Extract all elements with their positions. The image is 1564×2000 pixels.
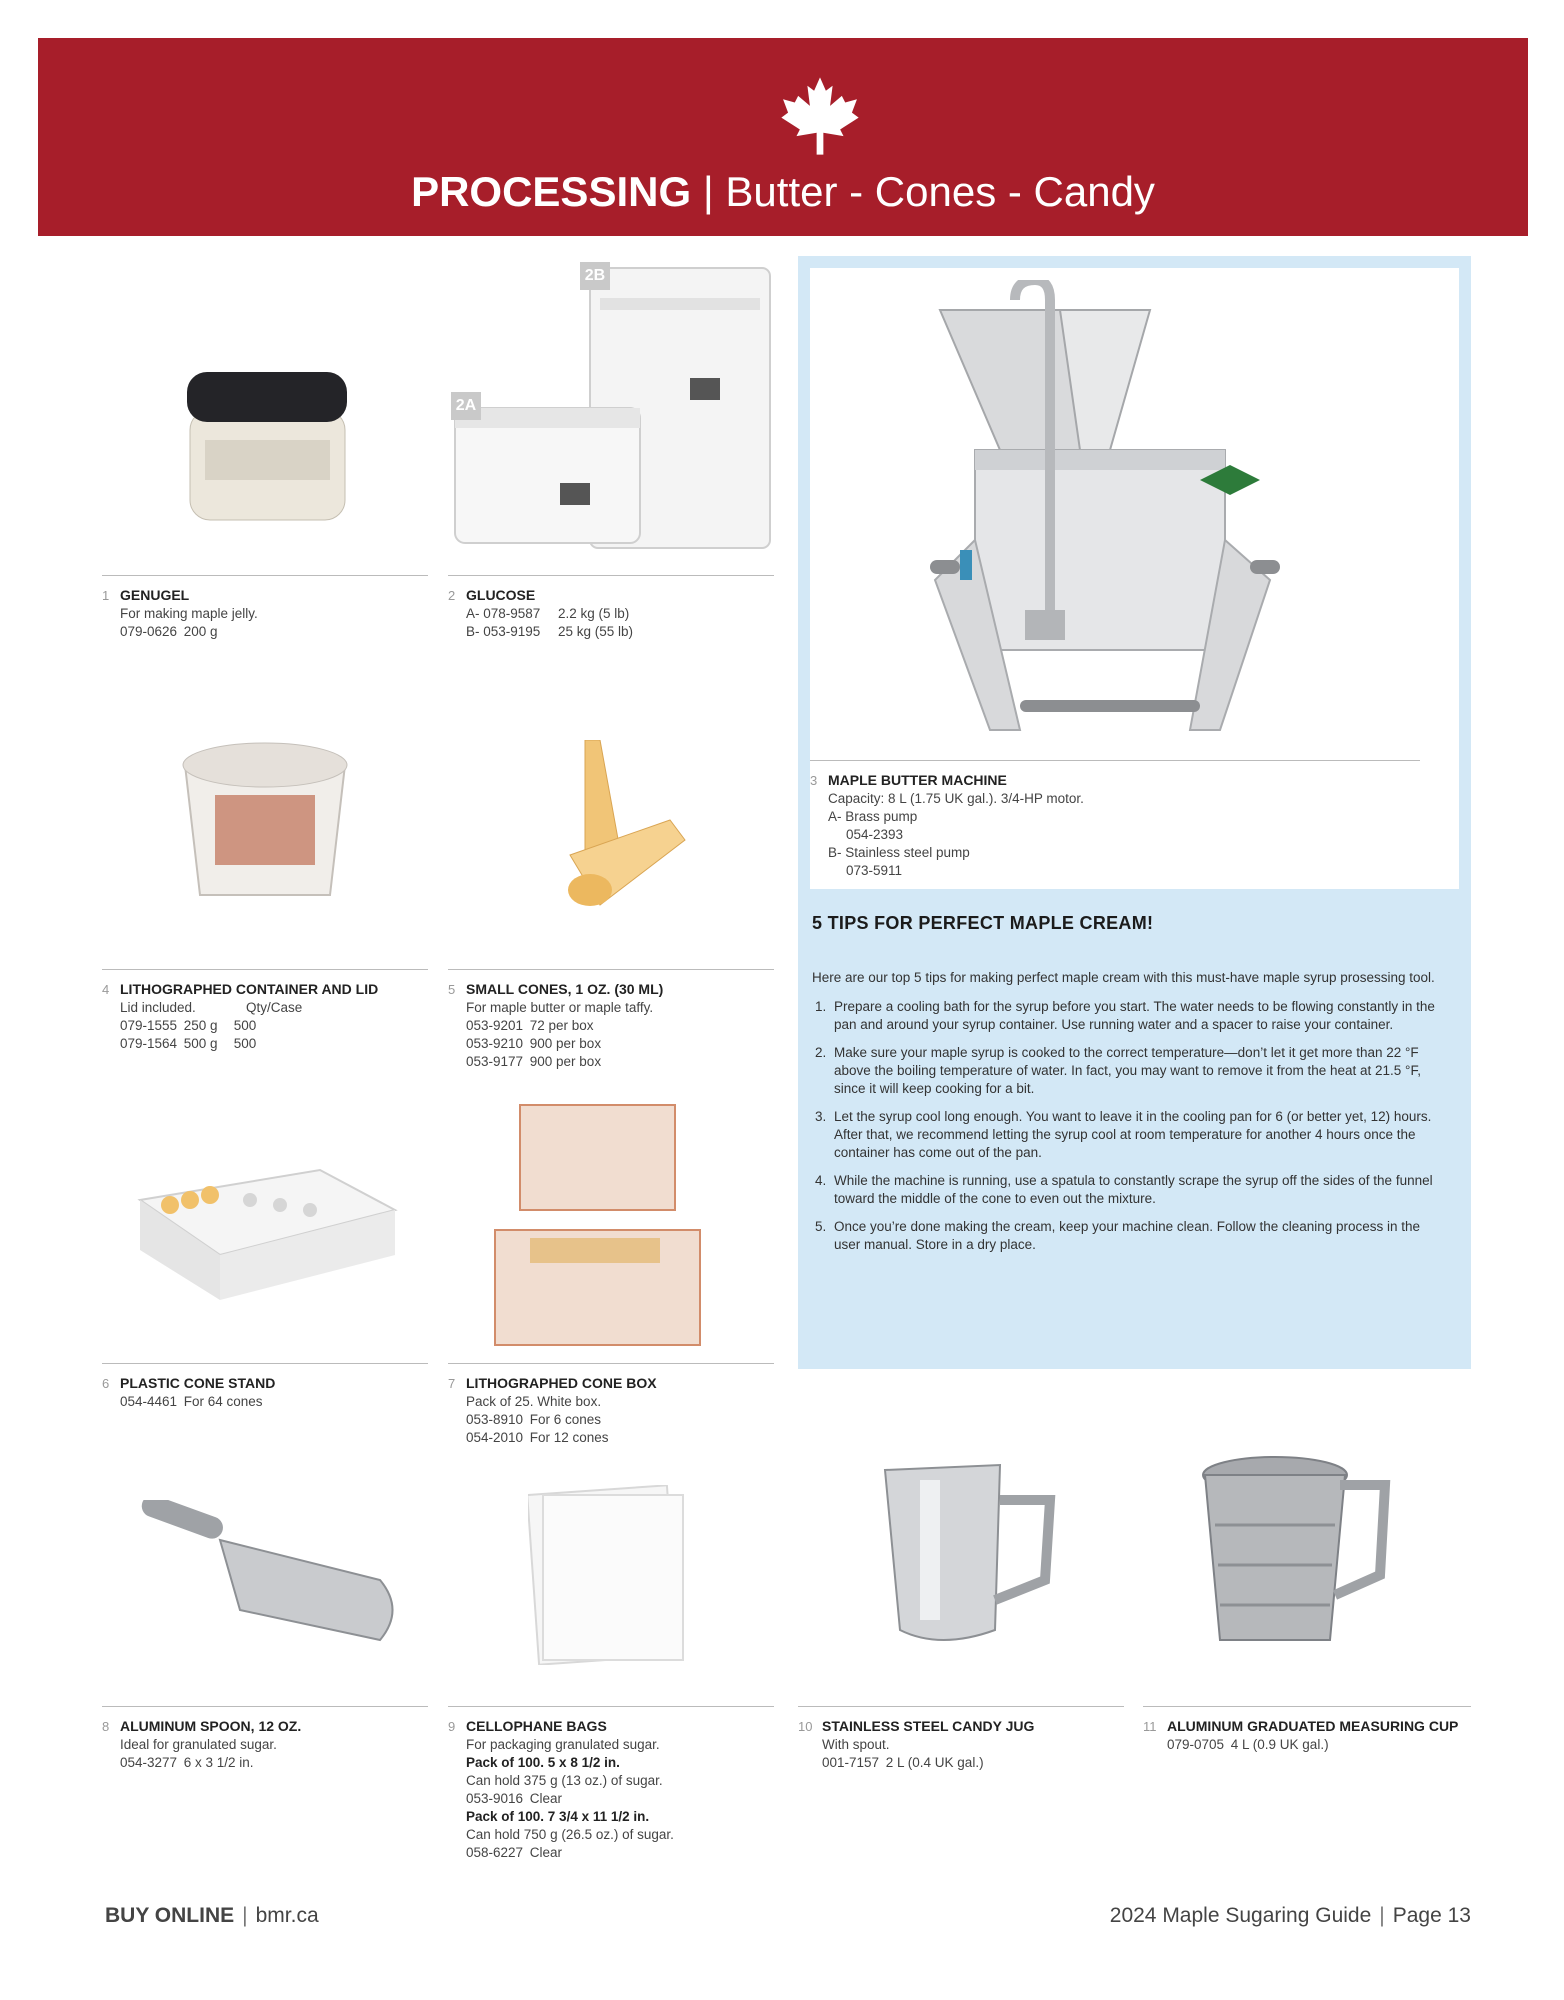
- measuring-cup-image: [1200, 1455, 1395, 1655]
- website-link[interactable]: bmr.ca: [255, 1904, 319, 1927]
- divider: [810, 760, 1420, 761]
- tips-heading: 5 TIPS FOR PERFECT MAPLE CREAM!: [812, 913, 1154, 933]
- divider: [102, 1363, 428, 1364]
- product-plastic-cone-stand: 6 PLASTIC CONE STAND 054-4461 For 64 cones: [102, 1363, 428, 1411]
- tip-item: 4. While the machine is running, use a spatula to constantly scrape the syrup off the sides of the funnel toward the middle of the cone to even out the mixture.: [830, 1172, 1450, 1208]
- product-candy-jug: 10 STAINLESS STEEL CANDY JUG With spout. 001-7157 2 L (0.4 UK gal.): [798, 1706, 1124, 1772]
- header-banner: [38, 38, 1528, 236]
- footer-buy-online: BUY ONLINE | bmr.ca: [105, 1904, 319, 1927]
- product-lithographed-container: 4 LITHOGRAPHED CONTAINER AND LID Lid included. Qty/Case 079-1555 250 g 500 079-1564 500 g 500: [102, 969, 428, 1053]
- product-maple-butter-machine: 3 MAPLE BUTTER MACHINE Capacity: 8 L (1.75 UK gal.). 3/4-HP motor. A- Brass pump 054-2393 B- Stainless steel pump 073-5911: [798, 760, 1420, 880]
- divider: [448, 969, 774, 970]
- tips-intro: Here are our top 5 tips for making perfect maple cream with this must-have maple syrup prosessing tool.: [812, 970, 1435, 985]
- aluminum-spoon-image: [140, 1500, 405, 1650]
- divider: [102, 969, 428, 970]
- stainless-steel-jug-image: [880, 1460, 1060, 1650]
- lithographed-container-image: [180, 740, 350, 905]
- glucose-pails-image: [450, 258, 780, 558]
- cellophane-bags-image: [528, 1485, 688, 1665]
- lithographed-cone-box-image: [490, 1100, 710, 1350]
- divider: [448, 575, 774, 576]
- divider: [448, 1706, 774, 1707]
- product-lithographed-cone-box: 7 LITHOGRAPHED CONE BOX Pack of 25. White box. 053-8910 For 6 cones 054-2010 For 12 cones: [448, 1363, 774, 1447]
- genugel-jar-image: [185, 370, 350, 530]
- divider: [798, 1706, 1124, 1707]
- product-cellophane-bags: 9 CELLOPHANE BAGS For packaging granulated sugar. Pack of 100. 5 x 8 1/2 in. Can hold 375 g (13 oz.) of sugar. 053-9016 Clear Pack of 100. 7 3/4 x 11 1/2 in. Can hold 750 g (26.5 oz.) of sugar. 058-6227 Clear: [448, 1706, 774, 1862]
- divider: [102, 575, 428, 576]
- footer-page-info: 2024 Maple Sugaring Guide | Page 13: [1109, 1904, 1471, 1927]
- product-measuring-cup: 11 ALUMINUM GRADUATED MEASURING CUP 079-0705 4 L (0.9 UK gal.): [1143, 1706, 1471, 1754]
- maple-leaf-icon: [778, 74, 862, 158]
- divider: [1143, 1706, 1471, 1707]
- product-small-cones: 5 SMALL CONES, 1 OZ. (30 ML) For maple butter or maple taffy. 053-9201 72 per box 053-9210 900 per box 053-9177 900 per box: [448, 969, 774, 1071]
- tip-item: 5. Once you’re done making the cream, keep your machine clean. Follow the cleaning process in the user manual. Store in a dry place.: [830, 1218, 1450, 1254]
- product-glucose: 2 GLUCOSE A- 078-9587 2.2 kg (5 lb) B- 053-9195 25 kg (55 lb): [448, 575, 774, 641]
- page-title: PROCESSING | Butter - Cones - Candy: [411, 168, 1155, 215]
- small-cones-image: [560, 740, 695, 915]
- tip-item: 1. Prepare a cooling bath for the syrup before you start. The water needs to be flowing constantly in the pan and around your syrup container. Use running water and a spacer to raise your container.: [830, 998, 1450, 1034]
- maple-butter-machine-image: [930, 280, 1330, 750]
- product-aluminum-spoon: 8 ALUMINUM SPOON, 12 OZ. Ideal for granulated sugar. 054-3277 6 x 3 1/2 in.: [102, 1706, 428, 1772]
- tips-list: [812, 998, 1450, 1264]
- badge-2a: 2A: [451, 392, 481, 420]
- product-genugel: 1 GENUGEL For making maple jelly. 079-0626 200 g: [102, 575, 428, 641]
- divider: [102, 1706, 428, 1707]
- tip-item: 2. Make sure your maple syrup is cooked to the correct temperature—don’t let it get more than 22 °F above the boiling temperature of water. In fact, you may want to remove it from the heat at 21.5 °F, since it will keep cooking for a bit.: [830, 1044, 1450, 1098]
- plastic-cone-stand-image: [130, 1160, 400, 1310]
- divider: [448, 1363, 774, 1364]
- tip-item: 3. Let the syrup cool long enough. You want to leave it in the cooling pan for 6 (or better yet, 12) hours. After that, we recommend letting the syrup cool at room temperature for another 4 hours once the container has come out of the pan.: [830, 1108, 1450, 1162]
- badge-2b: 2B: [580, 262, 610, 290]
